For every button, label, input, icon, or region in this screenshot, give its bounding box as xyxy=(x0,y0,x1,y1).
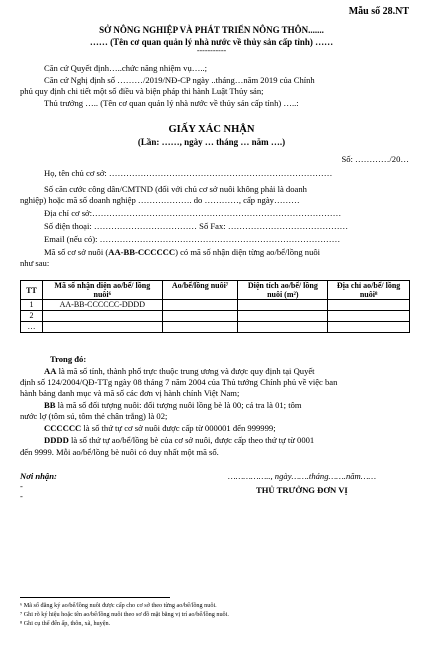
note-bb-text-1: là mã số đối tượng nuôi: đối tượng nuôi lồng bè là 00; cá tra là 01; tôm xyxy=(55,400,302,410)
cell-code: AA-BB-CCCCCC-DDDD xyxy=(42,300,162,311)
field-id-line-1: Số căn cước công dân/CMTND (đối với chủ cơ sở nuôi không phải là doanh xyxy=(44,184,307,194)
ministry-heading: SỞ NÔNG NGHIỆP VÀ PHÁT TRIỂN NÔNG THÔN....... xyxy=(99,25,324,35)
note-aa-line-2: định số 124/2004/QĐ-TTg ngày 08 tháng 7 năm 2004 của Thủ tướng Chính phủ về việc ban xyxy=(20,377,338,387)
recipient-bullet-2: - xyxy=(20,491,23,501)
note-aa-line-1 xyxy=(44,366,315,376)
table-row xyxy=(21,322,410,333)
table-header-row xyxy=(21,281,410,300)
cell-pond xyxy=(162,322,238,333)
note-cc-code: CCCCCC xyxy=(44,423,82,433)
cell-pond xyxy=(162,300,238,311)
note-cc-text: là số thứ tự cơ sở nuôi được cấp từ 000001 đến 999999; xyxy=(81,423,276,433)
note-bb-line-2: nước lợ (tôm sú, tôm thẻ chân trắng) là 02; xyxy=(20,411,168,421)
note-aa-code: AA xyxy=(44,366,57,376)
code-intro-text-1: Mã số cơ sở nuôi ( xyxy=(44,247,109,257)
field-address: Địa chỉ cơ sở:…………………………………………………………………………… xyxy=(44,208,342,218)
cell-area xyxy=(238,322,328,333)
table-row xyxy=(21,300,410,311)
footnote-6: ⁶ Mã số đăng ký ao/bể/lồng nuôi được cấp cho cơ sở theo từng ao/bể/lồng nuôi. xyxy=(20,602,217,609)
preamble-line-3: phủ quy định chi tiết một số điều và biện pháp thi hành Luật Thủy sản; xyxy=(20,86,264,96)
note-dd-text-1: là số thứ tự ao/bể/lồng bè của cơ sở nuôi, được cấp theo thứ tự từ 0001 xyxy=(68,435,315,445)
cell-code xyxy=(42,311,162,322)
recipient-bullet-1: - xyxy=(20,481,23,491)
field-email: Email (nếu có): ………………………………………………………………………… xyxy=(44,234,341,244)
field-owner-name: Họ, tên chủ cơ sở: …………………………………………………………………… xyxy=(44,168,333,178)
note-dd-code: DDDD xyxy=(44,435,69,445)
note-dd-line-1 xyxy=(44,435,314,445)
footnote-7: ⁷ Ghi rõ ký hiệu hoặc tên ao/bể/lồng nuôi theo sơ đồ mặt bằng vị trí ao/bể/lồng nuôi. xyxy=(20,611,229,618)
field-id-line-2: nghiệp) hoặc mã số doanh nghiệp ………………. do …………, cấp ngày……… xyxy=(20,195,300,205)
cell-code xyxy=(42,322,162,333)
note-aa-text-1: là mã số tỉnh, thành phố trực thuộc trung ương và được quy định tại Quyết xyxy=(56,366,315,376)
signer-title: THỦ TRƯỞNG ĐƠN VỊ xyxy=(256,485,348,495)
code-intro-line-2: như sau: xyxy=(20,258,50,268)
footnote-divider xyxy=(20,597,170,598)
cell-address xyxy=(328,322,410,333)
note-dd-line-2: đến 9999. Mỗi ao/bể/lồng bè nuôi có duy nhất một mã số. xyxy=(20,447,219,457)
preamble-line-4: Thủ trưởng ….. (Tên cơ quan quản lý nhà nước về thủy sản cấp tỉnh) …..: xyxy=(44,98,299,108)
col-header-tt: TT xyxy=(21,281,43,300)
cell-area xyxy=(238,300,328,311)
notes-heading: Trong đó: xyxy=(50,354,87,364)
recipients-label: Nơi nhận: xyxy=(20,471,57,481)
code-intro-code: AA-BB-CCCCCC xyxy=(108,247,176,257)
cell-address xyxy=(328,300,410,311)
col-header-pond: Ao/bể/lồng nuôi⁷ xyxy=(162,281,238,300)
signature-date-line: …………….., ngày…….tháng…….năm…… xyxy=(228,471,377,481)
document-subtitle: (Lần: ……, ngày … tháng … năm ….) xyxy=(137,137,286,147)
note-cc-line xyxy=(44,423,276,433)
cell-tt: … xyxy=(21,322,43,333)
code-intro-line xyxy=(44,247,320,257)
cell-address xyxy=(328,311,410,322)
cell-area xyxy=(238,311,328,322)
number-line: Số: …………/20… xyxy=(341,154,409,164)
field-phone-fax: Số điện thoại: ……………………………… Số Fax: …………………………………… xyxy=(44,221,349,231)
table-row xyxy=(21,311,410,322)
agency-heading: …… (Tên cơ quan quản lý nhà nước về thủy sản cấp tỉnh) …… xyxy=(89,37,334,47)
note-bb-line-1 xyxy=(44,400,302,410)
cell-pond xyxy=(162,311,238,322)
col-header-code: Mã số nhận diện ao/bể/ lồng nuôi⁶ xyxy=(42,281,162,300)
cell-tt: 1 xyxy=(21,300,43,311)
note-bb-code: BB xyxy=(44,400,56,410)
footnote-8: ⁸ Ghi cụ thể đến ấp, thôn, xã, huyện. xyxy=(20,620,111,627)
header-separator: ----------- xyxy=(196,46,227,55)
col-header-area: Diện tích ao/bể/ lồng nuôi (m²) xyxy=(238,281,328,300)
cell-tt: 2 xyxy=(21,311,43,322)
document-title: GIẤY XÁC NHẬN xyxy=(168,124,255,135)
col-header-address: Địa chỉ ao/bể/ lồng nuôi⁸ xyxy=(328,281,410,300)
note-aa-line-3: hành bảng danh mục và mã số các đơn vị hành chính Việt Nam; xyxy=(20,388,240,398)
pond-table xyxy=(20,280,410,333)
preamble-line-2: Căn cứ Nghị định số ………/2019/NĐ-CP ngày ..tháng…năm 2019 của Chính xyxy=(44,75,315,85)
form-number: Mẫu số 28.NT xyxy=(348,6,409,17)
preamble-line-1: Căn cứ Quyết định…..chức năng nhiệm vụ…..; xyxy=(44,63,208,73)
code-intro-text-2: ) có mã số nhận diện từng ao/bể/lồng nuôi xyxy=(175,247,321,257)
